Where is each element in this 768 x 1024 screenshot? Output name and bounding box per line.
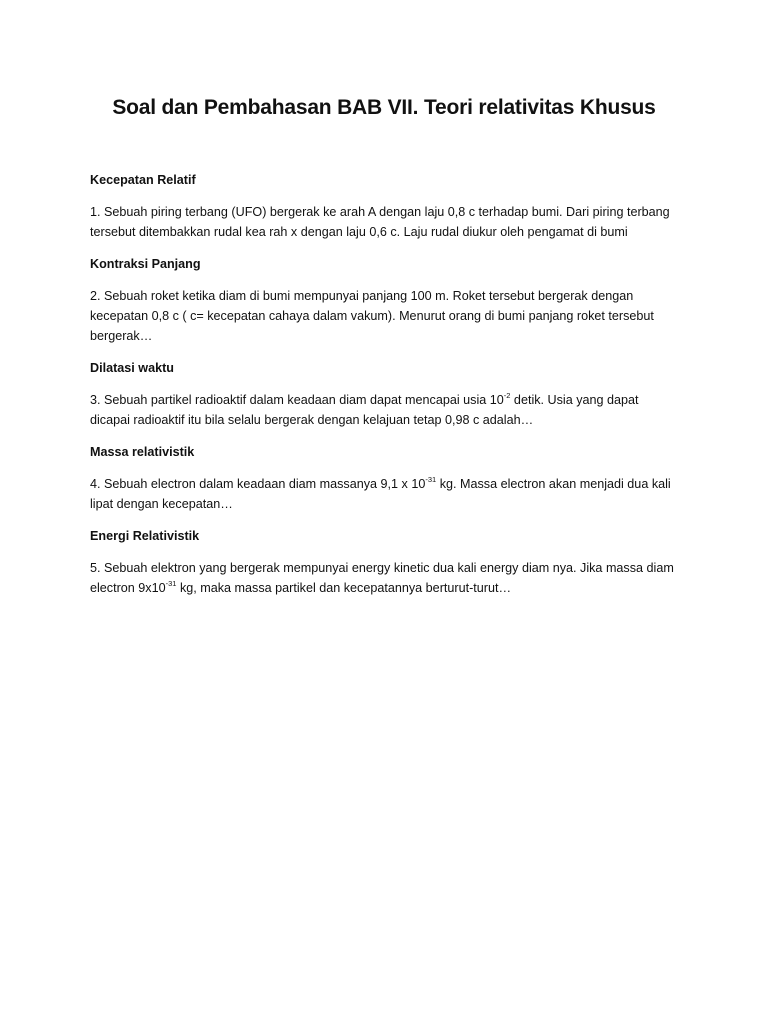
section-kontraksi-panjang [90,254,680,346]
exponent: -31 [425,475,437,484]
question-3 [90,390,680,430]
section-massa-relativistik [90,442,680,514]
question-text: detik. Usia yang dapat dicapai radioaktif itu bila selalu bergerak dengan kelajuan tetap 0,98 c adalah… [90,393,639,427]
question-1: 1. Sebuah piring terbang (UFO) bergerak ke arah A dengan laju 0,8 c terhadap bumi. Dari piring terbang tersebut ditembakkan rudal kea rah x dengan laju 0,6 c. Laju rudal diukur oleh pengamat di bumi [90,205,670,239]
section-heading: Kecepatan Relatif [90,173,196,187]
question-2: 2. Sebuah roket ketika diam di bumi mempunyai panjang 100 m. Roket tersebut bergerak dengan kecepatan 0,8 c ( c= kecepatan cahaya dalam vakum). Menurut orang di bumi panjang roket tersebut bergerak… [90,289,654,343]
question-text: kg, maka massa partikel dan kecepatannya berturut-turut… [176,581,512,595]
section-heading: Dilatasi waktu [90,361,174,375]
section-heading: Energi Relativistik [90,529,200,543]
question-text: kg. Massa electron akan menjadi dua kali lipat dengan kecepatan… [90,477,671,511]
section-heading: Kontraksi Panjang [90,257,201,271]
document-body [90,170,680,610]
question-4 [90,474,680,514]
section-heading: Massa relativistik [90,445,195,459]
question-text: 4. Sebuah electron dalam keadaan diam massanya 9,1 x 10 [90,477,426,491]
document-title: Soal dan Pembahasan BAB VII. Teori relativitas Khusus [112,96,656,119]
section-kecepatan-relatif [90,170,680,242]
exponent: -31 [165,579,177,588]
question-text: 5. Sebuah elektron yang bergerak mempunyai energy kinetic dua kali energy diam nya. Jika massa diam electron 9x10 [90,561,674,595]
section-energi-relativistik [90,526,680,598]
question-5 [90,558,680,598]
section-dilatasi-waktu [90,358,680,430]
exponent: -2 [503,391,511,400]
question-text: 3. Sebuah partikel radioaktif dalam keadaan diam dapat mencapai usia 10 [90,393,504,407]
